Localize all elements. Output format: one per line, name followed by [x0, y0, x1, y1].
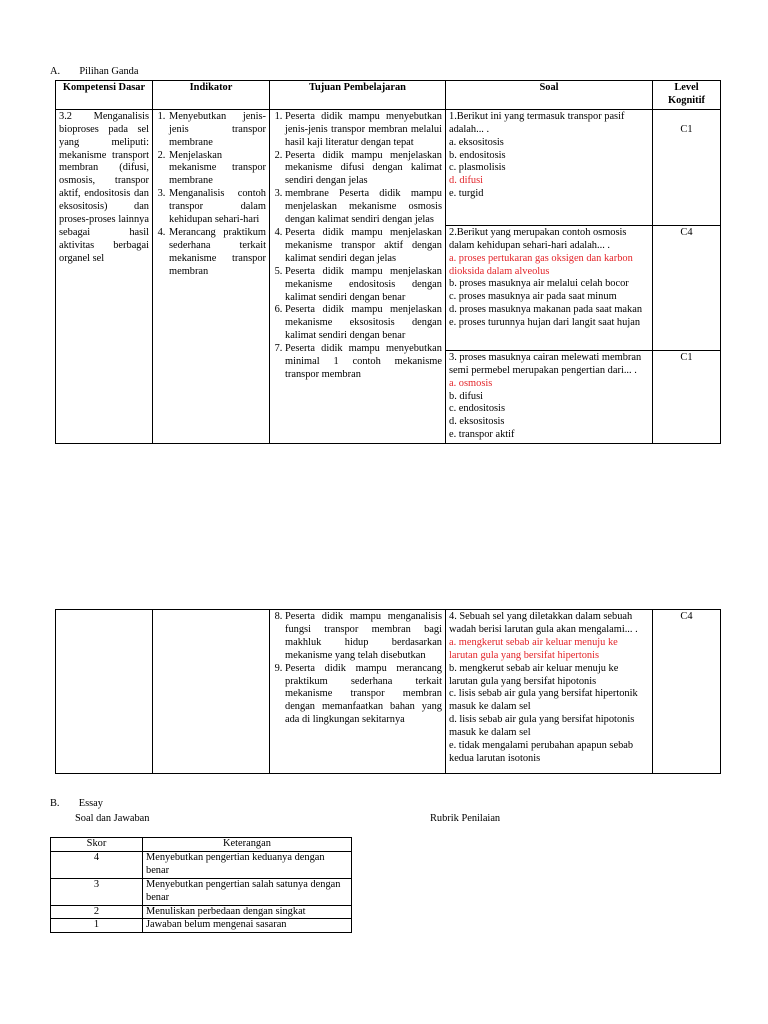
header-soal: Soal [446, 81, 653, 110]
question-option-correct: a. osmosis [449, 377, 493, 389]
level-cell: C4 [653, 225, 721, 350]
question-stem: 2.Berikut yang merupakan contoh osmosis dalam kehidupan sehari-hari adalah... . [449, 226, 627, 251]
rubric-keterangan: Menyebutkan pengertian keduanya dengan benar [143, 851, 352, 878]
rubric-header-skor: Skor [51, 838, 143, 852]
question-stem: 1.Berikut ini yang termasuk transpor pasif adalah... . [449, 110, 625, 135]
table-row [51, 878, 352, 905]
header-tujuan: Tujuan Pembelajaran [270, 81, 446, 110]
soal-dan-jawaban-label: Soal dan Jawaban [75, 813, 150, 824]
rubric-skor: 4 [51, 851, 143, 878]
list-item: 5. Peserta didik mampu menjelaskan mekanisme endositosis dengan kalimat sendiri dengan benar [285, 266, 442, 305]
level-value: C1 [680, 123, 693, 135]
table-row [56, 610, 721, 774]
section-b-letter: B. [50, 798, 60, 809]
header-level: Level Kognitif [653, 81, 721, 110]
level-cell: C4 [653, 610, 721, 774]
section-b-heading [50, 798, 103, 811]
question-option: d. eksositosis [449, 416, 505, 428]
question-cell [446, 350, 653, 443]
rubric-table [50, 837, 352, 933]
question-option: d. lisis sebab air gula yang bersifat hipotonis masuk ke dalam sel [449, 714, 635, 739]
rubric-skor: 2 [51, 905, 143, 919]
list-item: 9. Peserta didik mampu merancang praktikum sederhana terkait mekanisme transpor membran dengan memanfaatkan bahan yang ada di lingkungan sekitarnya [285, 663, 442, 728]
question-cell [446, 225, 653, 350]
pilihan-ganda-table [55, 80, 721, 444]
rubric-skor: 3 [51, 878, 143, 905]
list-item: 3. Menganalisis contoh transpor dalam kehidupan sehari-hari [168, 188, 266, 227]
list-item: 2. Peserta didik mampu menjelaskan mekanisme difusi dengan kalimat sendiri dengan jelas [285, 150, 442, 189]
list-item: 3. membrane Peserta didik mampu menjelaskan mekanisme osmosis dengan kalimat sendiri dengan jelas [285, 188, 442, 227]
tujuan-list [273, 611, 442, 727]
header-indikator: Indikator [153, 81, 270, 110]
indikator-list [156, 111, 266, 279]
question-option-correct: a. mengkerut sebab air keluar menuju ke larutan gula yang bersifat hipertonis [449, 636, 618, 661]
question-option: b. mengkerut sebab air keluar menuju ke larutan gula yang bersifat hipotonis [449, 662, 619, 687]
question-option: b. endositosis [449, 149, 506, 161]
question-option: b. difusi [449, 390, 484, 402]
list-item: 4. Merancang praktikum sederhana terkait mekanisme transpor membran [168, 227, 266, 279]
question-stem: 4. Sebuah sel yang diletakkan dalam sebuah wadah berisi larutan gula akan mengalami... . [449, 611, 638, 635]
table-row [56, 109, 721, 225]
pilihan-ganda-table-continued [55, 609, 721, 774]
rubrik-penilaian-label: Rubrik Penilaian [430, 813, 501, 824]
rubric-skor: 1 [51, 919, 143, 933]
tujuan-cell [270, 610, 446, 774]
table-row [51, 851, 352, 878]
rubric-header-row [51, 838, 352, 852]
question-cell [446, 109, 653, 225]
question-stem: 3. proses masuknya cairan melewati membran semi permebel merupakan pengertian dari... . [449, 351, 642, 376]
level-cell [653, 109, 721, 225]
indikator-cell [153, 610, 270, 774]
kompetensi-dasar-cell [56, 610, 153, 774]
question-option: c. endositosis [449, 403, 505, 415]
question-option: e. tidak mengalami perubahan apapun sebab kedua larutan isotonis [449, 740, 634, 764]
question-option: c. plasmolisis [449, 162, 506, 174]
table-row [51, 905, 352, 919]
question-cell [446, 610, 653, 774]
list-item: 1. Menyebutkan jenis-jenis transpor membrane [168, 111, 266, 150]
list-item: 1. Peserta didik mampu menyebutkan jenis-jenis transpor membran melalui hasil kaji literatur dengan tepat [285, 111, 442, 150]
section-a-heading [50, 66, 139, 79]
list-item: 6. Peserta didik mampu menjelaskan mekanisme eksositosis dengan kalimat sendiri dengan benar [285, 304, 442, 343]
rubric-header-keterangan: Keterangan [143, 838, 352, 852]
list-item: 4. Peserta didik mampu menjelaskan mekanisme transpor aktif dengan kalimat sendiri degan jelas [285, 227, 442, 266]
section-b-title: Essay [78, 798, 103, 809]
question-option: a. eksositosis [449, 136, 504, 148]
rubric-keterangan: Jawaban belum mengenai sasaran [143, 919, 352, 933]
kompetensi-dasar-cell: 3.2 Menganalisis bioproses pada sel yang meliputi: mekanisme transport membran (difusi, osmosis, transpor aktif, endositosis dan eksositosis) dan proses-proses lainnya sebagai hasil aktivitas berbagai organel sel [56, 109, 153, 443]
question-option: e. proses turunnya hujan dari langit saat hujan [449, 317, 641, 329]
rubric-keterangan: Menuliskan perbedaan dengan singkat [143, 905, 352, 919]
question-option: e. transpor aktif [449, 429, 515, 441]
question-option-correct: a. proses pertukaran gas oksigen dan karbon dioksida dalam alveolus [449, 252, 633, 277]
question-option: e. turgid [449, 188, 484, 200]
tujuan-cell [270, 109, 446, 443]
list-item: 7. Peserta didik mampu menyebutkan minimal 1 contoh mekanisme transpor membran [285, 343, 442, 382]
list-item: 8. Peserta didik mampu menganalisis fungsi transpor membran bagi makhluk hidup berdasarkan mekanisme yang telah disebutkan [285, 611, 442, 663]
list-item: 2. Menjelaskan mekanisme transpor membrane [168, 150, 266, 189]
section-a-title: Pilihan Ganda [79, 66, 139, 77]
question-option: c. proses masuknya air pada saat minum [449, 291, 617, 303]
question-option: b. proses masuknya air melalui celah bocor [449, 278, 629, 290]
table-header-row [56, 81, 721, 110]
question-option: c. lisis sebab air gula yang bersifat hipertonik masuk ke dalam sel [449, 688, 638, 713]
rubric-keterangan: Menyebutkan pengertian salah satunya dengan benar [143, 878, 352, 905]
header-kompetensi-dasar: Kompetensi Dasar [56, 81, 153, 110]
indikator-cell [153, 109, 270, 443]
tujuan-list [273, 111, 442, 382]
question-option-correct: d. difusi [449, 175, 484, 187]
section-a-letter: A. [50, 66, 61, 77]
level-cell: C1 [653, 350, 721, 443]
table-row [51, 919, 352, 933]
question-option: d. proses masuknya makanan pada saat makan [449, 304, 643, 316]
